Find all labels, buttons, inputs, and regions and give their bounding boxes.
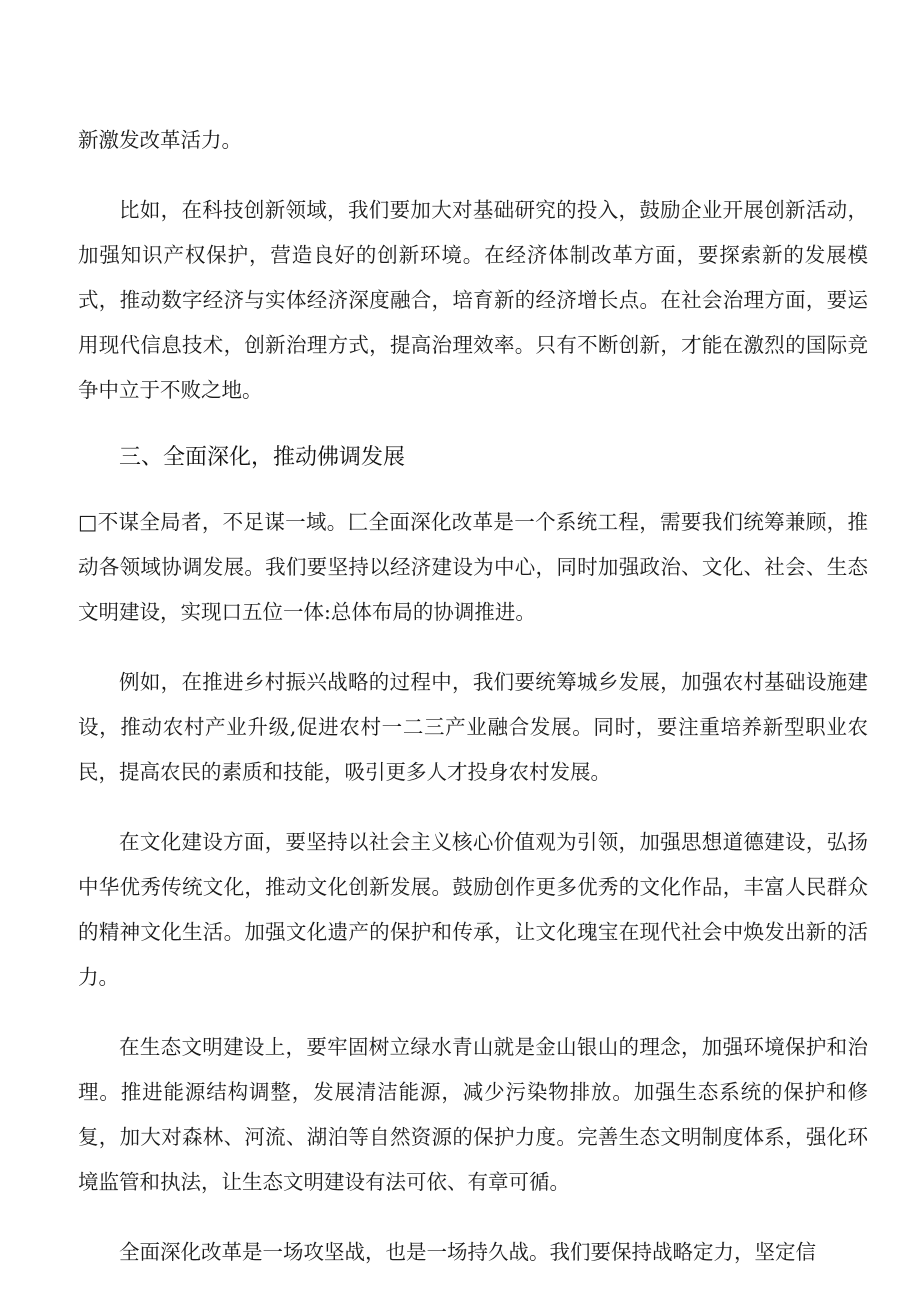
section-heading-3: 三、全面深化，推动佛调发展 (119, 445, 406, 470)
paragraph-cultural-construction: 在文化建设方面，要坚持以社会主义核心价值观为引领，加强思想道德建设，弘扬中华优秀传统文化，推动文化创新发展。鼓励创作更多优秀的文化作品，丰富人民群众的精神文化生活。加强文化遗产的保护和传承，让文化瑰宝在现代社会中焕发出新的活力。 (78, 830, 868, 989)
paragraph-conclusion-start: 全面深化改革是一场攻坚战，也是一场持久战。我们要保持战略定力，坚定信 (119, 1240, 816, 1264)
paragraph-rural-revitalization: 例如，在推进乡村振兴战略的过程中，我们要统筹城乡发展，加强农村基础设施建设，推动农村产业升级,促进农村一二三产业融合发展。同时，要注重培养新型职业农民，提高农民的素质和技能，吸引更多人才投身农村发展。 (78, 670, 868, 784)
paragraph-innovation-examples: 比如，在科技创新领域，我们要加大对基础研究的投入，鼓励企业开展创新活动，加强知识产权保护，营造良好的创新环境。在经济体制改革方面，要探索新的发展模式，推动数字经济与实体经济深度融合，培育新的经济增长点。在社会治理方面，要运用现代信息技术，创新治理方式，提高治理效率。只有不断创新，才能在激烈的国际竞争中立于不败之地。 (78, 198, 868, 402)
paragraph-continuation: 新激发改革活力。 (78, 128, 242, 152)
paragraph-ecological-civilization: 在生态文明建设上，要牢固树立绿水青山就是金山银山的理念，加强环境保护和治理。推进能源结构调整，发展清洁能源，减少污染物排放。加强生态系统的保护和修复，加大对森林、河流、湖泊等自然资源的保护力度。完善生态文明制度体系，强化环境监管和执法，让生态文明建设有法可依、有章可循。 (78, 1035, 868, 1194)
document-body (78, 118, 868, 1300)
paragraph-overall-coordination: □不谋全局者，不足谋一域。匚全面深化改革是一个系统工程，需要我们统筹兼顾，推动各领域协调发展。我们要坚持以经济建设为中心，同时加强政治、文化、社会、生态文明建设，实现口五位一体:总体布局的协调推进。 (78, 510, 868, 624)
